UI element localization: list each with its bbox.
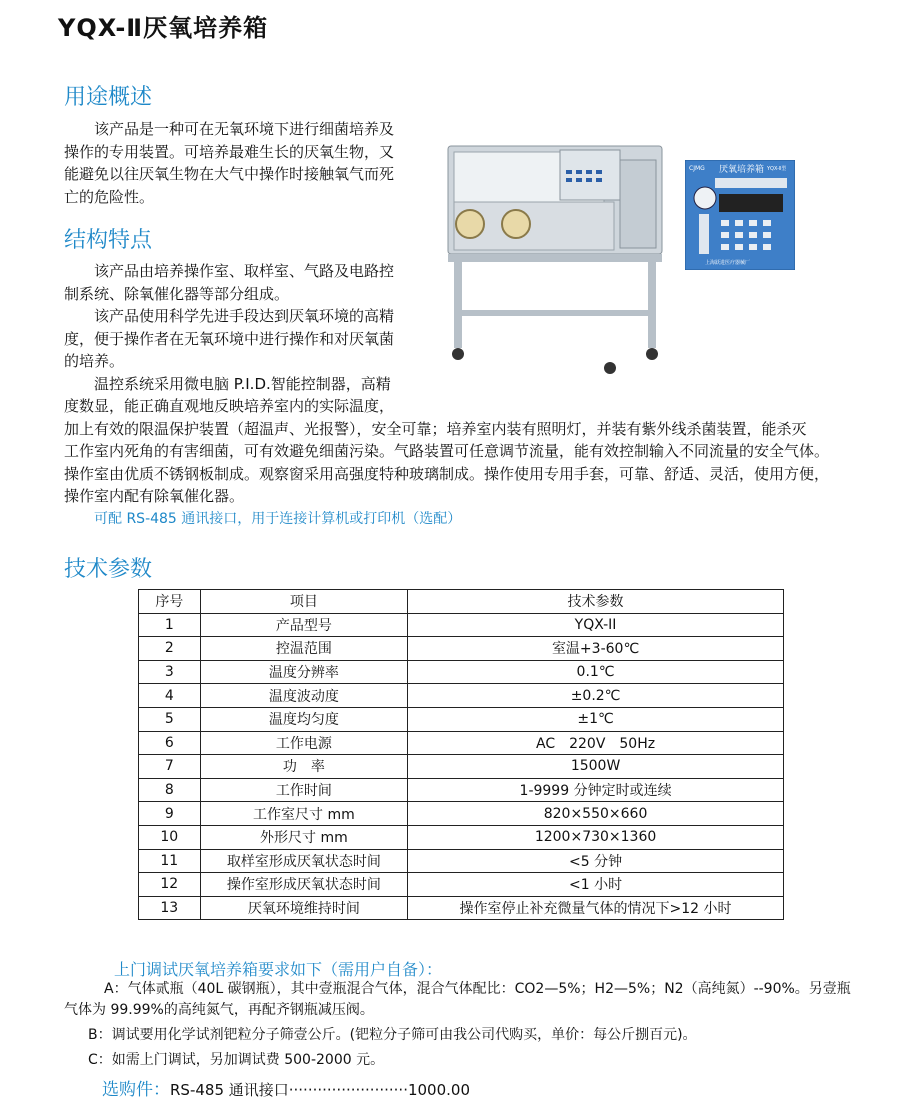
usage-line: 操作的专用装置。可培养最难生长的厌氧生物，又 (64, 142, 395, 161)
optional-parts (102, 1075, 470, 1100)
structure-line: 制系统、除氧催化器等部分组成。 (64, 284, 290, 303)
cell-value: <5 分钟 (408, 849, 784, 873)
cell-index: 8 (139, 778, 201, 802)
onsite-note-b: B：调试要用化学试剂钯粒分子筛壹公斤。(钯粒分子筛可由我公司代购买，单价：每公斤捌百元)。 (88, 1027, 697, 1043)
control-panel-graphic (685, 160, 795, 270)
cell-value: 1-9999 分钟定时或连续 (408, 778, 784, 802)
cell-item: 取样室形成厌氧状态时间 (200, 849, 407, 873)
cell-index: 2 (139, 637, 201, 661)
onsite-note-c: C：如需上门调试，另加调试费 500-2000 元。 (88, 1052, 385, 1068)
cell-index: 12 (139, 873, 201, 897)
cell-item: 控温范围 (200, 637, 407, 661)
table-row (139, 731, 784, 755)
cell-item: 温度分辨率 (200, 660, 407, 684)
cell-index: 6 (139, 731, 201, 755)
cell-value: AC 220V 50Hz (408, 731, 784, 755)
structure-line: 该产品由培养操作室、取样室、气路及电路控 (94, 262, 395, 280)
cell-item: 温度波动度 (200, 684, 407, 708)
cell-item: 厌氧环境维持时间 (200, 896, 407, 920)
table-row (139, 755, 784, 779)
table-row (139, 684, 784, 708)
incubator-image (440, 140, 670, 380)
cell-value: 820×550×660 (408, 802, 784, 826)
usage-line: 该产品是一种可在无氧环境下进行细菌培养及 (94, 120, 395, 138)
table-row (139, 707, 784, 731)
structure-line: 工作室内死角的有害细菌，可有效避免细菌污染。气路装置可任意调节流量，能有效控制输入不同流量的安全气体。 (64, 442, 830, 460)
structure-line: 温控系统采用微电脑 P.I.D.智能控制器，高精 (94, 374, 391, 393)
optional-label: 选购件： (102, 1080, 170, 1100)
spec-table (138, 589, 784, 920)
table-row (139, 873, 784, 897)
table-row (139, 802, 784, 826)
table-row (139, 637, 784, 661)
control-panel-image (685, 160, 795, 270)
cell-item: 功 率 (200, 755, 407, 779)
optional-item: RS-485 通讯接口·························1000.00 (170, 1081, 470, 1099)
cell-value: 室温+3-60℃ (408, 637, 784, 661)
cell-index: 5 (139, 707, 201, 731)
cell-value: YQX-II (408, 613, 784, 637)
structure-line: 度数显，能正确直观地反映培养室内的实际温度， (64, 397, 395, 415)
table-header-row (139, 590, 784, 614)
cell-index: 1 (139, 613, 201, 637)
cell-item: 工作电源 (200, 731, 407, 755)
usage-line: 能避免以往厌氧生物在大气中操作时接触氧气而死 (64, 165, 395, 183)
table-row (139, 825, 784, 849)
cell-item: 温度均匀度 (200, 707, 407, 731)
header-item: 项目 (200, 590, 407, 614)
cell-value: 0.1℃ (408, 660, 784, 684)
page-title: YQX-Ⅱ厌氧培养箱 (58, 14, 269, 42)
table-row (139, 778, 784, 802)
table-row (139, 896, 784, 920)
onsite-note-a: A：气体贰瓶（40L 碳钢瓶），其中壹瓶混合气体，混合气体配比：CO2—5%；H2—5%；N2（高纯氮）--90%。另壹瓶 (104, 981, 851, 997)
usage-line: 亡的危险性。 (64, 187, 155, 206)
cell-value: 1500W (408, 755, 784, 779)
structure-line: 该产品使用科学先进手段达到厌氧环境的高精 (94, 307, 395, 325)
section-params-heading: 技术参数 (64, 557, 153, 582)
onsite-notes (64, 979, 888, 1071)
rs485-note: 可配 RS-485 通讯接口，用于连接计算机或打印机（选配） (94, 510, 462, 527)
panel-name: 厌氧培养箱 (719, 165, 765, 175)
cell-value: 1200×730×1360 (408, 825, 784, 849)
cell-index: 4 (139, 684, 201, 708)
cell-value: ±1℃ (408, 707, 784, 731)
cell-item: 工作室尺寸 mm (200, 802, 407, 826)
panel-maker: 上海跃进医疗器械厂 (705, 260, 751, 266)
cell-item: 外形尺寸 mm (200, 825, 407, 849)
panel-model: YQX-Ⅱ型 (767, 166, 787, 172)
cell-item: 产品型号 (200, 613, 407, 637)
cell-value: 操作室停止补充微量气体的情况下>12 小时 (408, 896, 784, 920)
onsite-heading: 上门调试厌氧培养箱要求如下（需用户自备）： (114, 960, 443, 979)
structure-line: 度，便于操作者在无氧环境中进行操作和对厌氧菌 (64, 329, 395, 348)
panel-brand: CJMG (689, 165, 705, 172)
usage-text (64, 118, 434, 208)
section-usage-heading: 用途概述 (64, 85, 153, 110)
cell-value: ±0.2℃ (408, 684, 784, 708)
section-structure-heading: 结构特点 (64, 228, 153, 253)
structure-line: 操作室内配有除氧催化器。 (64, 487, 245, 505)
cell-item: 操作室形成厌氧状态时间 (200, 873, 407, 897)
table-row (139, 613, 784, 637)
header-param: 技术参数 (408, 590, 784, 614)
cell-index: 11 (139, 849, 201, 873)
cell-index: 7 (139, 755, 201, 779)
cell-index: 13 (139, 896, 201, 920)
onsite-note-a-cont: 气体为 99.99%的高纯氮气，再配齐钢瓶减压阀。 (64, 1002, 374, 1018)
table-row (139, 849, 784, 873)
header-index: 序号 (139, 590, 201, 614)
cell-value: <1 小时 (408, 873, 784, 897)
structure-line: 的培养。 (64, 352, 125, 370)
cell-item: 工作时间 (200, 778, 407, 802)
cell-index: 9 (139, 802, 201, 826)
table-row (139, 660, 784, 684)
cell-index: 3 (139, 660, 201, 684)
structure-line: 操作室由优质不锈钢板制成。观察窗采用高强度特种玻璃制成。操作使用专用手套，可靠、舒适、灵活，使用方便， (64, 464, 830, 483)
cell-index: 10 (139, 825, 201, 849)
structure-line: 加上有效的限温保护装置（超温声、光报警），安全可靠；培养室内装有照明灯，并装有紫外线杀菌装置，能杀灭 (64, 419, 807, 438)
